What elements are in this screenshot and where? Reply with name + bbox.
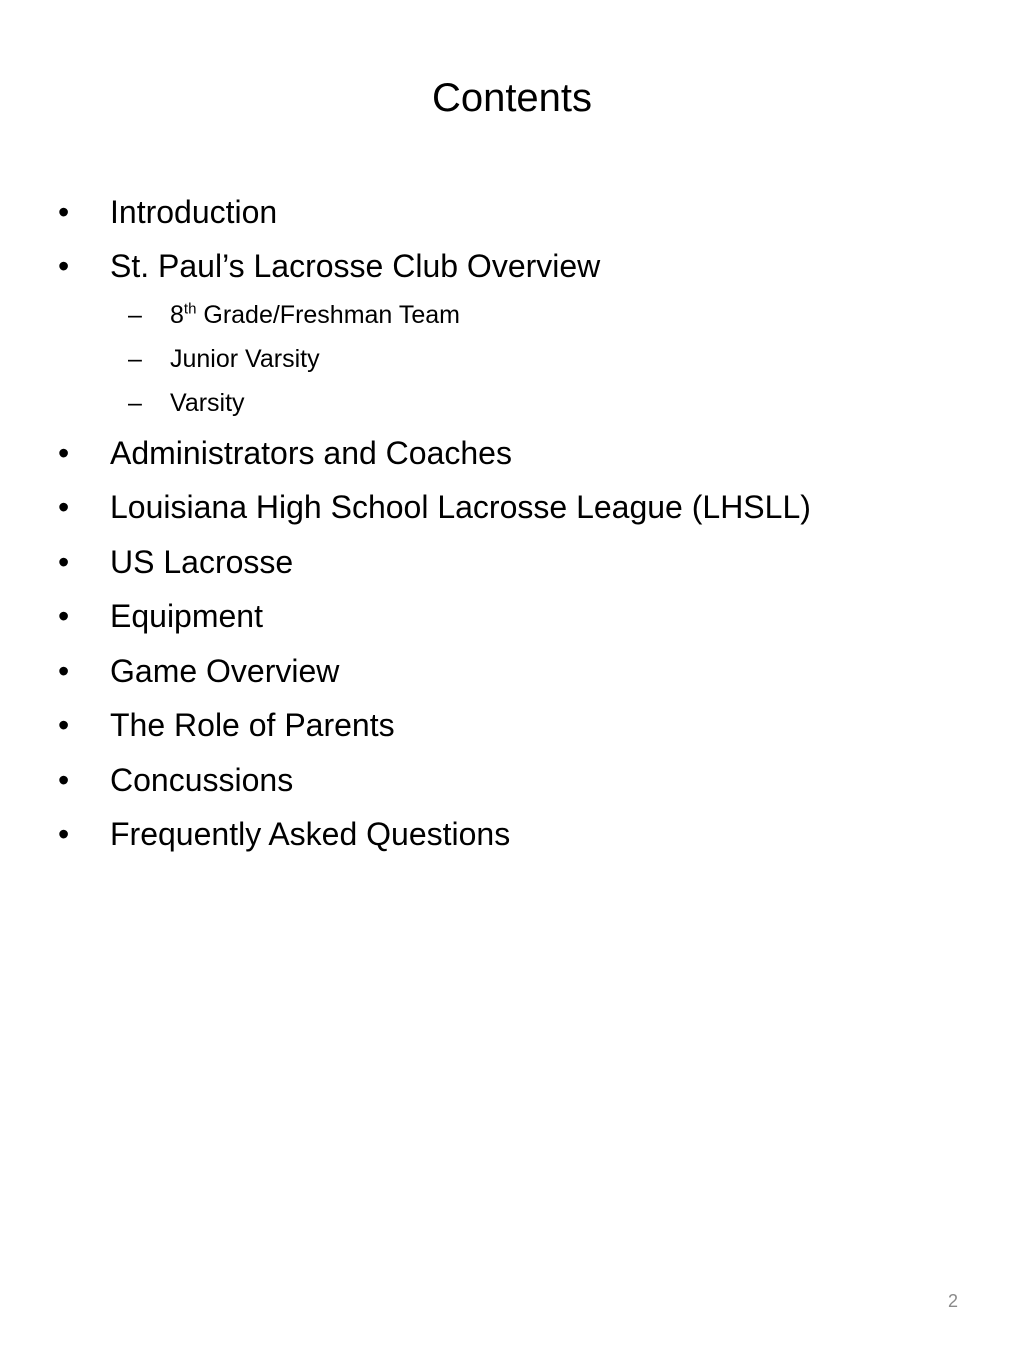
page-title: Contents bbox=[431, 76, 593, 120]
bullet-icon: • bbox=[58, 707, 70, 743]
bullet-icon: • bbox=[58, 598, 70, 634]
ordinal-suffix: th bbox=[183, 300, 197, 318]
toc-item-label: Louisiana High School Lacrosse League (LHSLL) bbox=[110, 489, 811, 525]
bullet-icon: • bbox=[58, 544, 70, 580]
toc-subitem-label: Varsity bbox=[170, 389, 245, 417]
toc-item-label: Game Overview bbox=[110, 653, 340, 689]
toc-item-label: Introduction bbox=[110, 194, 278, 230]
grade-number: 8 bbox=[170, 301, 184, 329]
bullet-icon: • bbox=[58, 194, 70, 230]
dash-icon: – bbox=[128, 301, 142, 329]
grade-label: Grade/Freshman Team bbox=[196, 301, 460, 329]
toc-item-label: Equipment bbox=[110, 598, 263, 634]
bullet-icon: • bbox=[58, 489, 70, 525]
toc-item-label: St. Paul’s Lacrosse Club Overview bbox=[110, 248, 601, 284]
toc-item-label: Concussions bbox=[110, 762, 294, 798]
bullet-icon: • bbox=[58, 435, 70, 471]
bullet-icon: • bbox=[58, 248, 70, 284]
dash-icon: – bbox=[128, 345, 142, 373]
bullet-icon: • bbox=[58, 653, 70, 689]
toc-subitem-label: Junior Varsity bbox=[170, 345, 320, 373]
toc-item-label: Administrators and Coaches bbox=[110, 435, 512, 471]
toc-item-label: Frequently Asked Questions bbox=[110, 816, 511, 852]
bullet-icon: • bbox=[58, 816, 70, 852]
toc-item-label: US Lacrosse bbox=[110, 544, 294, 580]
toc-item-label: The Role of Parents bbox=[110, 707, 395, 743]
page-number: 2 bbox=[947, 1291, 958, 1311]
dash-icon: – bbox=[128, 389, 142, 417]
bullet-icon: • bbox=[58, 762, 70, 798]
toc-subitem-label bbox=[170, 299, 460, 331]
